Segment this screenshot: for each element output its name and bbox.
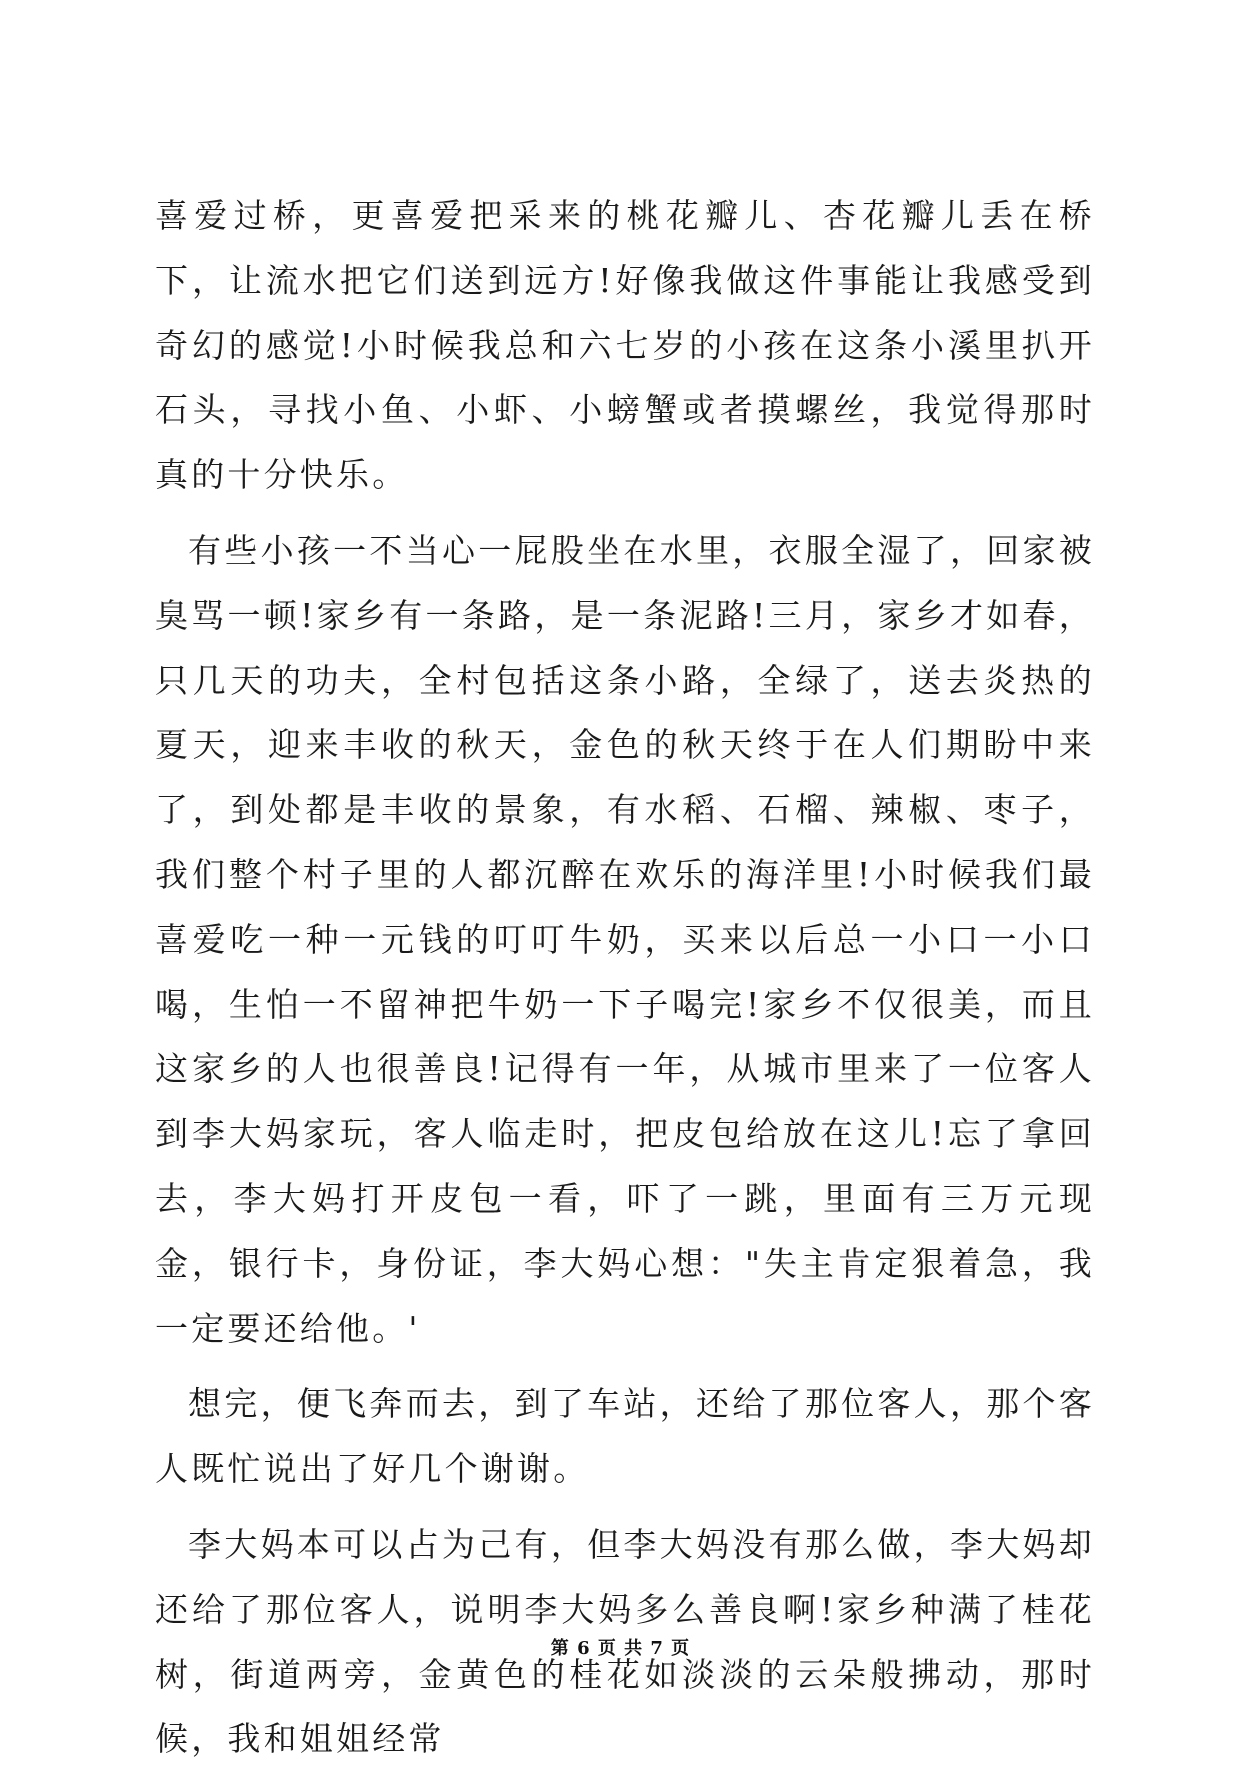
paragraph: 李大妈本可以占为己有，但李大妈没有那么做，李大妈却还给了那位客人，说明李大妈多么善良啊!家乡种满了桂花树，街道两旁，金黄色的桂花如淡淡的云朵般拂动，那时候，我和姐姐经常	[155, 1524, 1095, 1759]
paragraph: 想完，便飞奔而去，到了车站，还给了那位客人，那个客人既忙说出了好几个谢谢。	[155, 1384, 1095, 1489]
paragraph: 有些小孩一不当心一屁股坐在水里，衣服全湿了，回家被臭骂一顿!家乡有一条路，是一条泥路!三月，家乡才如春，只几天的功夫，全村包括这条小路，全绿了，送去炎热的夏天，迎来丰收的秋天，金色的秋天终于在人们期盼中来了，到处都是丰收的景象，有水稻、石榴、辣椒、枣子，我们整个村子里的人都沉醉在欢乐的海洋里!小时候我们最喜爱吃一种一元钱的叮叮牛奶，买来以后总一小口一小口喝，生怕一不留神把牛奶一下子喝完!家乡不仅很美，而且这家乡的人也很善良!记得有一年，从城市里来了一位客人到李大妈家玩，客人临走时，把皮包给放在这儿!忘了拿回去，李大妈打开皮包一看，吓了一跳，里面有三万元现金，银行卡，身份证，李大妈心想："失主肯定狠着急，我一定要还给他。'	[155, 530, 1095, 1348]
document-body	[155, 184, 1095, 1783]
page-number-footer: 第 6 页 共 7 页	[550, 1638, 691, 1659]
paragraph: 喜爱过桥，更喜爱把采来的桃花瓣儿、杏花瓣儿丢在桥下，让流水把它们送到远方!好像我做这件事能让我感受到奇幻的感觉!小时候我总和六七岁的小孩在这条小溪里扒开石头，寻找小鱼、小虾、小螃蟹或者摸螺丝，我觉得那时真的十分快乐。	[155, 196, 1095, 495]
